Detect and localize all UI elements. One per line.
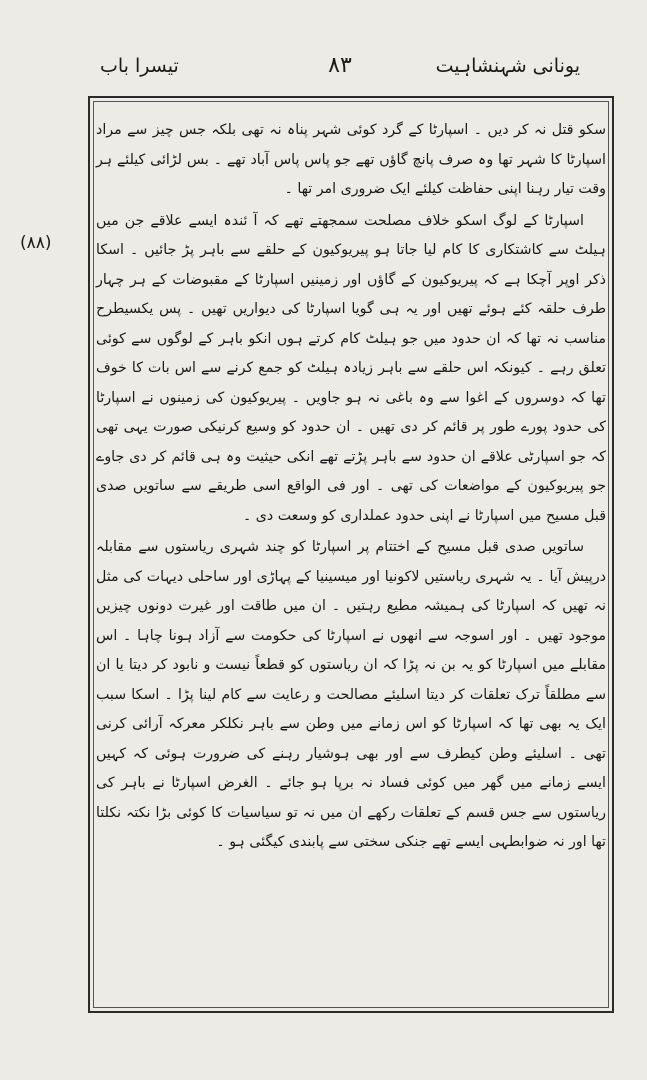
chapter-title: تیسرا باب: [100, 55, 179, 77]
running-header: [100, 55, 580, 89]
page-number: ۸۳: [328, 53, 352, 78]
body-text: [96, 116, 606, 858]
paragraph: ساتویں صدی قبل مسیح کے اختتام پر اسپارٹا کو چند شہری ریاستوں سے مقابلہ درپیش آیا ۔ یہ شہری ریاستیں لاکونیا اور میسینیا کے پہاڑی اور ساحلی دیہات کی مثل نہ تھیں کہ اسپارٹا کی ہمیشہ مطیع رہتیں ۔ ان میں طاقت اور غیرت دونوں چیزیں موجود تھیں ۔ اور اسوجہ سے انھوں نے اسپارٹا کی حکومت سے آزاد ہونا چاہا ۔ اس مقابلے میں اسپارٹا کو یہ بن نہ پڑا کہ ان ریاستوں کو قطعاً نیست و نابود کر دیتا یا ان سے مطلقاً ترک تعلقات کر دیتا اسلیئے مصالحت و رعایت سے کام لینا پڑا ۔ اسکا سبب ایک یہ بھی تھا کہ اسپارٹا کو اس زمانے میں وطن سے باہر نکلکر معرکہ آرائی کرنی تھی ۔ اسلیئے وطن کیطرف سے اور بھی ہوشیار رہنے کی ضرورت ہوئی کہ کہیں ایسے زمانے میں گھر میں کوئی فساد نہ برپا ہو جائے ۔ الغرض اسپارٹا نے باہر کی ریاستوں سے جس قسم کے تعلقات رکھے ان میں نہ تو سیاسیات کا کوئی بڑا نکتہ نکلتا تھا اور نہ ضوابطہی ایسے تھے جنکی سختی سے پابندی کیگئی ہو ۔: [96, 539, 606, 850]
paragraph: سکو قتل نہ کر دیں ۔ اسپارٹا کے گرد کوئی شہر پناہ نہ تھی بلکہ جس چیز سے مراد اسپارٹا کا شہر تھا وہ صرف پانچ گاؤں تھے جو پاس پاس آباد تھے ۔ بس لڑائی کیلئے ہر وقت تیار رہنا اپنی حفاظت کیلئے ایک ضروری امر تھا ۔: [96, 122, 606, 197]
margin-page-reference: (۸۸): [20, 233, 52, 253]
paragraph: اسپارٹا کے لوگ اسکو خلاف مصلحت سمجھتے تھے کہ آ ئندہ ایسے علاقے جن میں ہیلٹ سے کاشتکاری کا کام لیا جاتا ہو پیریوکیون کے حلقے سے باہر پڑ جائیں ۔ اسکا ذکر اوپر آچکا ہے کہ پیریوکیون کے گاؤں اور زمینیں اسپارٹا کے مقبوضات کے ہر چہار طرف حلقہ کئے ہوئے تھیں اور یہ ہی گویا اسپارٹا کی دیواریں تھیں ۔ پس یکسیطرح مناسب نہ تھا کہ ان حدود میں جو ہیلٹ کام کرتے ہوں انکو باہر کے لوگوں سے کوئی تعلق رہے ۔ کیونکہ اس حلقے سے باہر زیادہ ہیلٹ کو جمع کرنے سے اس بات کا خوف تھا کہ دوسروں کے اغوا سے وہ باغی نہ ہو جاویں ۔ پیریوکیون کی زمینوں نے اسپارٹا کی حدود پورے طور پر قائم کر دی تھیں ۔ ان حدود کو وسیع کرنیکی صورت یہی تھی کہ جو اسپارٹی علاقے ان حدود سے باہر پڑتے تھے انکی حیثیت وہ ہی قائم کر دی جاوے جو پیریوکیون کے مواضعات کی تھی ۔ اور فی الواقع اسی طریقے سے ساتویں صدی قبل مسیح میں اسپارٹا نے اپنی حدود عملداری کو وسعت دی ۔: [96, 212, 606, 524]
book-title: یونانی شہنشاہیت: [435, 55, 580, 77]
